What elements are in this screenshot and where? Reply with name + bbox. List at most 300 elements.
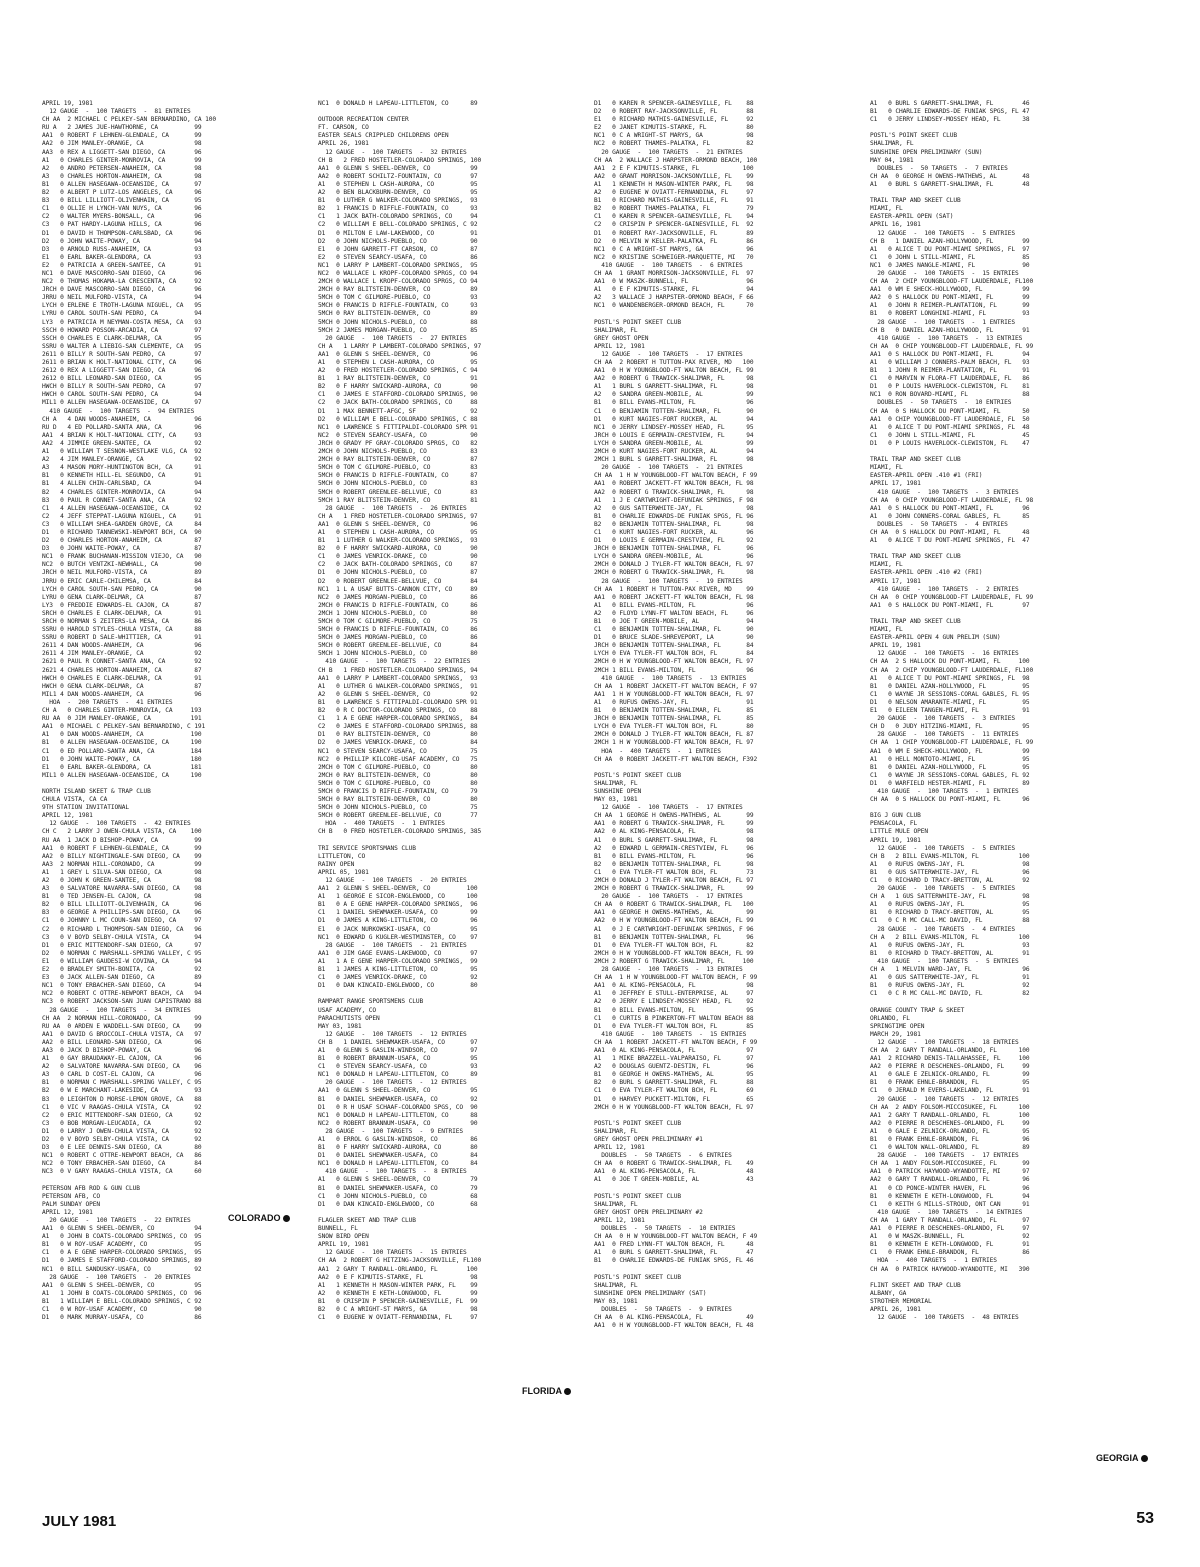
result-line: 2MCH 0 H W YOUNGBLOOD-FT WALTON BEACH, FL 97 bbox=[594, 1103, 754, 1111]
result-line: 5MCH 0 FRANCIS D RIFFLE-FOUNTAIN, CO 79 bbox=[318, 787, 478, 795]
result-line: EASTER-APRIL OPEN 4 GUN PRELIM (SUN) bbox=[870, 634, 1001, 642]
result-line: B1 0 CHARLIE EDWARDS-DE FUNIAK SPGS, FL 47 bbox=[870, 108, 1030, 116]
result-line: AA2 0 S HALLOCK DU PONT-MIAMI, FL 99 bbox=[870, 294, 1030, 302]
result-line: CH AA 1 H W YOUNGBLOOD-FT WALTON BEACH, F 99 bbox=[594, 974, 758, 982]
result-line: APRIL 19, 1981 bbox=[42, 100, 93, 107]
result-line: D2 0 ROBERT GREENLEE-BELLVUE, CO 84 bbox=[318, 577, 478, 585]
result-line: MAY 04, 1981 bbox=[870, 156, 914, 164]
result-line: D1 0 DAN KINCAID-ENGLEWOOD, CO 68 bbox=[318, 1200, 478, 1208]
result-line: ALBANY, GA bbox=[870, 1289, 907, 1297]
result-line: AA1 2 RICHARD DENIS-TALLAHASSEE, FL 100 bbox=[870, 1055, 1030, 1063]
result-line: B1 0 BENJAMIN TOTTEN-SHALIMAR, FL 85 bbox=[594, 707, 754, 715]
result-line: A1 0 STEPHEN L CASH-AURORA, CO 95 bbox=[318, 528, 478, 536]
result-line: NC3 0 ROBERT JACKSON-SAN JUAN CAPISTRANO 88 bbox=[42, 998, 202, 1006]
result-line: C1 1 DANIEL SHEWMAKER-USAFA, CO 99 bbox=[318, 909, 478, 917]
result-line: RU A 2 JAMES JUE-HAWTHORNE, CA 99 bbox=[42, 124, 202, 132]
result-line bbox=[42, 780, 307, 788]
result-line: 2MCH 0 KURT NAGIES-FORT RUCKER, AL 94 bbox=[594, 448, 754, 456]
result-line: CH AA 2 NORMAN HILL-CORONADO, CA 99 bbox=[42, 1014, 202, 1022]
result-line: CH AA 0 GEORGE H OWENS-MATHEWS, AL 48 bbox=[870, 172, 1030, 180]
result-line: C1 0 ED POLLARD-SANTA ANA, CA 184 bbox=[42, 747, 202, 755]
result-line: NC1 0 BILL SANDUSKY-USAFA, CO 92 bbox=[42, 1265, 202, 1273]
result-line bbox=[318, 990, 583, 998]
result-line: MIAMI, FL bbox=[870, 561, 903, 569]
footer-issue-date: JULY 1981 bbox=[42, 1513, 117, 1530]
result-line: 410 GAUGE - 100 TARGETS - 94 ENTRIES bbox=[42, 407, 195, 415]
result-line: CH AA 0 ROBERT JACKETT-FT WALTON BEACH, F392 bbox=[594, 755, 758, 763]
result-line: POSTL'S POINT SKEET CLUB bbox=[594, 318, 682, 326]
result-line: AA1 0 PATRICK HAYWOOD-WYANDOTTE, MI 97 bbox=[870, 1168, 1030, 1176]
result-line: CH AA 0 CHIP YOUNGBLOOD-FT LAUDERDALE, FL 99 bbox=[870, 342, 1034, 350]
result-line bbox=[318, 837, 583, 845]
result-line: A3 0 CARL D COST-EL CAJON, CA 96 bbox=[42, 1071, 202, 1079]
result-line: 5MCH 0 TOM C GILMORE-PUEBLO, CO 75 bbox=[318, 618, 478, 625]
result-line: 2MCH 0 ROBERT G TRAWICK-SHALIMAR, FL 98 bbox=[594, 569, 754, 577]
result-line: A1 0 BURL S GARRETT-SHALIMAR, FL 47 bbox=[594, 1249, 754, 1257]
result-line bbox=[594, 1266, 859, 1274]
result-line: 12 GAUGE - 100 TARGETS - 42 ENTRIES bbox=[42, 820, 191, 828]
result-line: BUNNELL, FL bbox=[318, 1225, 358, 1233]
result-line: AA1 0 GLENN S SHEEL-DENVER, CO 99 bbox=[318, 164, 478, 172]
result-line: A2 0 GUS SATTERWHITE-JAY, FL 98 bbox=[594, 504, 754, 512]
result-line: MAY 03, 1981 bbox=[594, 796, 638, 804]
result-line: D1 0 DANIEL SHEWMAKER-USAFA, CO 84 bbox=[318, 1152, 478, 1160]
result-line: 5MCH 1 RAY BLITSTEIN-DENVER, CO 81 bbox=[318, 496, 478, 504]
result-line: LY3 0 PATRICIA M NEYMAN-COSTA MESA, CA 93 bbox=[42, 318, 202, 326]
result-line: 20 GAUGE - 100 TARGETS - 5 ENTRIES bbox=[870, 885, 1016, 893]
result-line: 5MCH 0 RAY BLITSTEIN-DENVER, CO 89 bbox=[318, 310, 478, 318]
result-line: 410 GAUGE - 100 TARGETS - 14 ENTRIES bbox=[870, 1208, 1023, 1216]
result-line: C1 0 JOHNNY L MC COUN-SAN DIEGO, CA 97 bbox=[42, 917, 202, 925]
result-line: 28 GAUGE - 100 TARGETS - 26 ENTRIES bbox=[318, 504, 467, 512]
result-line: CH AA 1 H W YOUNGBLOOD-FT WALTON BEACH, F 99 bbox=[594, 472, 758, 480]
result-line: C1 0 MARVIN W FLORA-FT LAUDERDALE, FL 86 bbox=[870, 375, 1030, 383]
result-line: D1 0 JAMES A KING-LITTLETON, CO 96 bbox=[318, 917, 478, 925]
result-line: B1 4 ALLEN CHIN-CARLSBAD, CA 94 bbox=[42, 480, 202, 488]
result-line: 2MCH 0 H W YOUNGBLOOD-FT WALTON BEACH, FL 99 bbox=[594, 949, 754, 957]
result-line: 2MCH 0 DONALD J TYLER-FT WALTON BEACH, FL 97 bbox=[594, 561, 754, 569]
result-line bbox=[318, 1209, 583, 1217]
footer-page-number: 53 bbox=[1136, 1510, 1154, 1527]
results-column-1 bbox=[42, 100, 307, 1460]
result-line: CH AA 1 GARY T RANDALL-ORLANDO, FL 97 bbox=[870, 1216, 1030, 1224]
result-line bbox=[870, 545, 1160, 553]
result-line: C2 0 RICHARD L THOMPSON-SAN DIEGO, CA 96 bbox=[42, 925, 202, 933]
result-line: MIAMI, FL bbox=[870, 205, 903, 213]
result-line: LY3 0 FREDDIE EDWARDS-EL CAJON, CA 87 bbox=[42, 601, 202, 609]
result-line: 410 GAUGE - 100 TARGETS - 22 ENTRIES bbox=[318, 658, 471, 666]
result-line: C1 0 WAYNE JR SESSIONS-CORAL GABLES, FL 92 bbox=[870, 771, 1030, 779]
result-line: MIL1 0 ALLEN HASEGAWA-OCEANSIDE, CA 190 bbox=[42, 771, 202, 779]
result-line: A1 0 BURL S GARRETT-SHALIMAR, FL 48 bbox=[870, 180, 1030, 188]
result-line: NC1 0 DONALD H LAPEAU-LITTLETON, CO 88 bbox=[318, 1111, 478, 1119]
result-line: B1 0 BILL EVANS-MILTON, FL 96 bbox=[594, 399, 754, 407]
result-line: A2 0 SALVATORE NAVARRA-SAN DIEGO, CA 96 bbox=[42, 1063, 202, 1071]
result-line: D1 1 MAX BENNETT-AFGC, SF 92 bbox=[318, 407, 478, 415]
result-line: HOA - 200 TARGETS - 41 ENTRIES bbox=[42, 698, 173, 706]
result-line: A1 0 GUS SATTERWHITE-JAY, FL 91 bbox=[870, 974, 1030, 982]
result-line: HWCH 0 CAROL SOUTH-SAN PEDRO, CA 94 bbox=[42, 391, 202, 399]
result-line: 28 GAUGE - 100 TARGETS - 19 ENTRIES bbox=[594, 577, 743, 585]
result-line: APRIL 12, 1981 bbox=[594, 1144, 645, 1152]
result-line: HWCH 0 CHARLES E CLARK-DELMAR, CA 91 bbox=[42, 674, 202, 682]
result-line: B1 0 NORMAN C MARSHALL-SPRING VALLEY, C 95 bbox=[42, 1079, 202, 1087]
result-line: NC3 0 V GARY RAAGAS-CHULA VISTA, CA 60 bbox=[42, 1168, 202, 1176]
result-line: 12 GAUGE - 100 TARGETS - 48 ENTRIES bbox=[870, 1314, 1019, 1322]
result-line: AA1 0 LARRY P LAMBERT-COLORADO SPRINGS, 93 bbox=[318, 674, 478, 682]
result-line: 12 GAUGE - 100 TARGETS - 20 ENTRIES bbox=[318, 877, 467, 884]
result-line: AA1 0 ROBERT JACKETT-FT WALTON BEACH, FL 98 bbox=[594, 480, 754, 488]
result-line: B2 0 BILL LILLIOTT-OLIVENHAIN, CA 96 bbox=[42, 901, 202, 909]
result-line: NC1 0 DAVE MASCORRO-SAN DIEGO, CA 96 bbox=[42, 269, 202, 277]
result-line: B1 0 ALLEN HASEGAWA-OCEANSIDE, CA 97 bbox=[42, 180, 202, 188]
result-line: 12 GAUGE - 100 TARGETS - 16 ENTRIES bbox=[870, 650, 1019, 658]
result-line: SSCH 0 CHARLES E CLARK-DELMAR, CA 95 bbox=[42, 334, 202, 342]
result-line: D1 0 JAMES E STAFFORD-COLORADO SPRINGS, 89 bbox=[42, 1257, 202, 1265]
result-line: CH AA 2 CHIP YOUNGBLOOD-FT LAUDERDALE, FL100 bbox=[870, 278, 1034, 286]
result-line: MIL1 0 ALLEN HASEGAWA-OCEANSIDE, CA 97 bbox=[42, 399, 202, 407]
result-line: D2 0 MELVIN W KELLER-PALATKA, FL 86 bbox=[594, 237, 754, 245]
result-line: AA1 0 GLENN S SHEEL-DENVER, CO 96 bbox=[318, 520, 478, 528]
result-line: CHULA VISTA, CA CA bbox=[42, 796, 108, 804]
result-line: B1 0 DANIEL AZAN-HOLLYWOOD, FL 95 bbox=[870, 682, 1030, 690]
result-line: AA1 0 CHIP YOUNGBLOOD-FT LAUDERDALE, FL 50 bbox=[870, 415, 1030, 423]
result-line: E3 0 JACK ALLEN-SAN DIEGO, CA 89 bbox=[42, 974, 202, 982]
result-line: C1 0 BENJAMIN TOTTEN-SHALIMAR, FL 90 bbox=[594, 407, 754, 415]
result-line: 2621 4 CHARLES HORTON-ANAHEIM, CA 87 bbox=[42, 666, 202, 674]
result-line: 410 GAUGE - 100 TARGETS - 2 ENTRIES bbox=[870, 585, 1019, 593]
result-line: A1 1 MIKE BRAZZELL-VALPARAISO, FL 97 bbox=[594, 1055, 754, 1063]
state-bullet-icon bbox=[564, 1388, 571, 1395]
result-line: AA1 0 WM E SHECK-HOLLYWOOD, FL 99 bbox=[870, 286, 1030, 294]
result-line: B2 0 ALBERT P LUTZ-LOS ANGELES, CA 96 bbox=[42, 189, 202, 197]
result-line: AA1 0 WM E SHECK-HOLLYWOOD, FL 99 bbox=[870, 747, 1030, 755]
result-line: A1 0 STEPHEN L CASH-AURORA, CO 95 bbox=[318, 180, 478, 188]
result-line: AA1 0 GLENN S SHEEL-DENVER, CO 94 bbox=[42, 1225, 202, 1233]
result-line: SHALIMAR, FL bbox=[870, 140, 914, 148]
result-line: C1 0 C R MC CALL-MC DAVID, FL 88 bbox=[870, 917, 1030, 925]
result-line: AA1 4 BRIAN K HOLT-NATIONAL CITY, CA 93 bbox=[42, 431, 202, 439]
result-line: A2 0 BEN BLACKBURN-DENVER, CO 95 bbox=[318, 189, 478, 197]
result-line: AA1 0 GEORGE H OWENS-MATHEWS, AL 99 bbox=[594, 909, 754, 917]
result-line: POSTL'S POINT SKEET CLUB bbox=[594, 1119, 682, 1127]
result-line: D2 0 CHARLES HORTON-ANAHEIM, CA 87 bbox=[42, 537, 202, 545]
result-line: 5MCH 0 JOHN NICHOLS-PUEBLO, CO 88 bbox=[318, 318, 478, 326]
result-line: D2 0 JOHN NICHOLS-PUEBLO, CO 90 bbox=[318, 237, 478, 245]
result-line: A1 0 JOHN CONNERS-CORAL GABLES, FL 85 bbox=[870, 512, 1030, 520]
result-line: CH A 1 GUS SATTERWHITE-JAY, FL 98 bbox=[870, 893, 1030, 901]
result-line: NC2 0 THOMAS HOKAMA-LA CRESCENTA, CA 92 bbox=[42, 278, 202, 286]
result-line: AA1 0 ROBERT G TRAWICK-SHALIMAR, FL 99 bbox=[594, 820, 754, 828]
result-line: B1 1 JAMES A KING-LITTLETON, CO 95 bbox=[318, 966, 478, 974]
result-line: D1 0 HARVEY PUCKETT-MILTON, FL 65 bbox=[594, 1095, 754, 1103]
result-line: AA1 0 AL KING-PENSACOLA, FL 98 bbox=[594, 982, 754, 990]
result-line: DOUBLES - 50 TARGETS - 10 ENTRIES bbox=[870, 399, 1012, 407]
result-line: APRIL 12, 1981 bbox=[594, 1216, 645, 1224]
result-line: CH A 1 LARRY P LAMBERT-COLORADO SPRINGS, 97 bbox=[318, 342, 482, 350]
result-line bbox=[594, 310, 859, 318]
result-line: A1 0 LUTHER G WALKER-COLORADO SPRINGS, 91 bbox=[318, 682, 478, 690]
result-line: CH AA 1 ROBERT JACKETT-FT WALTON BEACH, F 99 bbox=[594, 1038, 758, 1046]
result-line: JRCH 0 BENJAMIN TOTTEN-SHALIMAR, FL 84 bbox=[594, 642, 754, 650]
result-line: C1 0 KEITH G MILLS-STROUD, ONT CAN 91 bbox=[870, 1200, 1030, 1208]
result-line: C2 4 JEFF STEPPAT-LAGUNA NIGUEL, CA 91 bbox=[42, 512, 202, 520]
result-line: B1 0 BENJAMIN TOTTEN-SHALIMAR, FL 96 bbox=[594, 933, 754, 941]
result-line: 2611 0 BRIAN K HOLT-NATIONAL CITY, CA 96 bbox=[42, 359, 202, 366]
result-line: B1 0 RICHARD D TRACY-BRETTON, AL 91 bbox=[870, 949, 1030, 957]
result-line: EASTER-APRIL OPEN (SAT) bbox=[870, 213, 954, 221]
result-line: CH D 0 JUDY HITZING-MIAMI, FL 95 bbox=[870, 723, 1030, 731]
result-line: D1 0 JOHN NICHOLS-PUEBLO, CO 87 bbox=[318, 569, 478, 577]
result-line: B1 0 GUS SATTERWHITE-JAY, FL 96 bbox=[870, 868, 1030, 876]
result-line: A1 0 GAY BRAUDAWAY-EL CAJON, CA 96 bbox=[42, 1055, 202, 1063]
result-line: MIAMI, FL bbox=[870, 626, 903, 634]
result-line: 20 GAUGE - 100 TARGETS - 12 ENTRIES bbox=[870, 1095, 1019, 1103]
result-line: CH B 1 DANIEL AZAN-HOLLYWOOD, FL 99 bbox=[870, 237, 1030, 245]
result-line: C3 0 BOB MORGAN-LEUCADIA, CA 92 bbox=[42, 1119, 202, 1127]
result-line: 12 GAUGE - 100 TARGETS - 5 ENTRIES bbox=[870, 844, 1016, 852]
result-line: A2 4 JIM MANLEY-ORANGE, CA 92 bbox=[42, 456, 202, 464]
result-line: CH AA 0 ROBERT G TRAWICK-SHALIMAR, FL 49 bbox=[594, 1160, 754, 1168]
result-line: D1 0 KAREN R SPENCER-GAINESVILLE, FL 88 bbox=[594, 100, 754, 107]
state-bullet-icon bbox=[1141, 1455, 1148, 1462]
result-line: LYRU 0 GENA CLARK-DELMAR, CA 87 bbox=[42, 593, 202, 601]
result-line: C1 0 W ROY-USAF ACADEMY, CO 90 bbox=[42, 1305, 202, 1313]
result-line: 5MCH 0 JOHN NICHOLS-PUEBLO, CO 75 bbox=[318, 804, 478, 812]
result-line: 2612 0 REX A LIGGETT-SAN DIEGO, CA 96 bbox=[42, 367, 202, 375]
result-line: NC1 0 LAWRENCE S FITTIPALDI-COLORADO SPR 91 bbox=[318, 423, 478, 431]
result-line: B2 0 BENJAMIN TOTTEN-SHALIMAR, FL 98 bbox=[594, 520, 754, 528]
result-line: SUNSHINE OPEN PRELIMINARY (SAT) bbox=[594, 1289, 707, 1297]
result-line: SSRU 0 WALTER A LIEBIG-SAN CLEMENTE, CA 95 bbox=[42, 342, 202, 350]
result-line: C1 0 A E GENE HARPER-COLORADO SPRINGS, 95 bbox=[42, 1249, 202, 1257]
result-line: AA1 0 H W YOUNGBLOOD-FT WALTON BEACH, FL 48 bbox=[594, 1322, 754, 1330]
result-line: LYCH 0 CAROL SOUTH-SAN PEDRO, CA 90 bbox=[42, 585, 202, 593]
result-line: D3 0 E LEE DENNIS-SAN DIEGO, CA 80 bbox=[42, 1144, 202, 1152]
result-line: C1 0 EVA TYLER-FT WALTON BCH, FL 73 bbox=[594, 868, 754, 876]
state-label-georgia: GEORGIA bbox=[1096, 1453, 1148, 1463]
result-line: FT. CARSON, CO bbox=[318, 124, 369, 132]
result-line: E1 0 WILLIAM GAUDESI-W COVINA, CA 94 bbox=[42, 957, 202, 965]
result-line: A1 0 ALICE T DU PONT-MIAMI SPRINGS, FL 48 bbox=[870, 423, 1030, 431]
result-line: RAMPART RANGE SPORTSMENS CLUB bbox=[318, 998, 424, 1006]
result-line: C2 0 CRISPIN P SPENCER-GAINESVILLE, FL 92 bbox=[594, 221, 754, 229]
result-line: RU AA 0 ARDEN E WADDELL-SAN DIEGO, CA 99 bbox=[42, 1022, 202, 1030]
result-line: POSTL'S POINT SKEET CLUB bbox=[870, 132, 958, 140]
result-line: JRCH 0 BENJAMIN TOTTEN-SHALIMAR, FL 85 bbox=[594, 715, 754, 723]
result-line: 5MCH 0 JOHN NICHOLS-PUEBLO, CO 83 bbox=[318, 480, 478, 488]
result-line bbox=[870, 1274, 1160, 1282]
result-line: AA1 0 AL KING-PENSACOLA, FL 97 bbox=[594, 1046, 754, 1054]
result-line: LYCH 0 SANDRA GREEN-MOBILE, AL 96 bbox=[594, 553, 754, 561]
result-line: PENSACOLA, FL bbox=[870, 820, 918, 828]
result-line: SHALIMAR, FL bbox=[594, 326, 638, 334]
result-line: C3 0 PAT HARDY-LAGUNA HILLS, CA 96 bbox=[42, 221, 202, 229]
result-line: A2 0 SANDRA GREEN-MOBILE, AL 99 bbox=[594, 391, 754, 399]
result-line bbox=[594, 764, 859, 772]
result-line: DOUBLES - 50 TARGETS - 9 ENTRIES bbox=[594, 1305, 732, 1313]
result-line: C2 0 WALTER MYERS-BONSALL, CA 96 bbox=[42, 213, 202, 221]
result-line: AA1 0 H W YOUNGBLOOD-FT WALTON BEACH, FL 99 bbox=[594, 367, 754, 375]
result-line: B1 0 KENNETH HILL-EL SEGUNDO, CA 91 bbox=[42, 472, 202, 480]
result-line: TRAIL TRAP AND SKEET CLUB bbox=[870, 456, 961, 464]
result-line: CH AA 2 WALLACE J HARPSTER-ORMOND BEACH, 100 bbox=[594, 156, 758, 164]
result-line: AA2 0 BILL LEONARD-SAN DIEGO, CA 96 bbox=[42, 1038, 202, 1046]
result-line: A1 0 GLENN S SHEEL-DENVER, CO 79 bbox=[318, 1176, 478, 1184]
result-line: A1 0 ERROL G GASLIN-WINDSOR, CO 86 bbox=[318, 1136, 478, 1143]
result-line: 2MCH 1 BURL S GARRETT-SHALIMAR, FL 98 bbox=[594, 456, 754, 464]
result-line: C2 0 WILLIAM E BELL-COLORADO SPRINGS, C 92 bbox=[318, 221, 478, 229]
result-line: 5MCH 0 FRANCIS D RIFFLE-FOUNTAIN, CO 93 bbox=[318, 302, 478, 310]
result-line: 5MCH 0 ROBERT GREENLEE-BELLVUE, CO 77 bbox=[318, 812, 478, 820]
result-line: AA1 0 ROBERT F LEHNEN-GLENDALE, CA 99 bbox=[42, 132, 202, 140]
result-line: 2MCH 0 RAY BLITSTEIN-DENVER, CO 80 bbox=[318, 771, 478, 779]
result-line: D2 0 ROBERT RAY-JACKSONVILLE, FL 88 bbox=[594, 108, 754, 116]
result-line bbox=[594, 1185, 859, 1193]
result-line: HOA - 400 TARGETS - 1 ENTRIES bbox=[594, 747, 721, 755]
result-line: AA2 0 AL KING-PENSACOLA, FL 98 bbox=[594, 828, 754, 836]
result-line: B3 0 GEORGE A PHILLIPS-SAN DIEGO, CA 96 bbox=[42, 909, 202, 917]
result-line: C1 0 VIC V RAAGAS-CHULA VISTA, CA 92 bbox=[42, 1103, 202, 1111]
result-line: RU AA 0 JIM MANLEY-ORANGE, CA 191 bbox=[42, 715, 202, 723]
result-line: CH AA 1 GEORGE H OWENS-MATHEWS, AL 99 bbox=[594, 812, 754, 820]
result-line: A2 0 ANDRO PETERSEN-ANAHEIM, CA 98 bbox=[42, 164, 202, 172]
result-line: A2 0 FRED HOSTETLER-COLORADO SPRINGS, C 94 bbox=[318, 367, 478, 375]
result-line: LYCH 0 EVA TYLER-FT WALTON BCH, FL 80 bbox=[594, 723, 754, 731]
result-line: A2 0 GLENN S SHEEL-DENVER, CO 92 bbox=[318, 690, 478, 698]
result-line: POSTL'S POINT SKEET CLUB bbox=[594, 1273, 682, 1281]
result-line: 5MCH 0 TOM C GILMORE-PUEBLO, CO 83 bbox=[318, 464, 478, 472]
result-line: A2 0 JERRY E LINDSEY-MOSSEY HEAD, FL 92 bbox=[594, 998, 754, 1006]
result-line: A1 0 GALE E ZELNICK-ORLANDO, FL 95 bbox=[870, 1127, 1030, 1135]
result-line: B1 0 DANIEL AZAN-HOLLYWOOD, FL 95 bbox=[870, 763, 1030, 771]
result-line: JRCH 0 LOUIS E GERMAIN-CRESTVIEW, FL 94 bbox=[594, 431, 754, 439]
result-line: A1 0 W MASZK-BUNNELL, FL 92 bbox=[870, 1233, 1030, 1241]
result-line: AA1 2 GLENN S SHEEL-DENVER, CO 100 bbox=[318, 885, 478, 893]
result-line: B1 0 BILL EVANS-MILTON, FL 96 bbox=[594, 852, 754, 860]
results-column-3 bbox=[594, 100, 859, 1460]
result-line: E2 0 BRADLEY SMITH-BONITA, CA 92 bbox=[42, 966, 202, 974]
result-line: A1 0 WILLIAM T SESNON-WESTLAKE VLG, CA 92 bbox=[42, 448, 202, 456]
result-line: B1 0 FRANK EHNLE-BRANDON, FL 96 bbox=[870, 1136, 1030, 1143]
result-line: USAF ACADEMY, CO bbox=[318, 1006, 377, 1014]
result-line: AA1 0 ROBERT F LEHNEN-GLENDALE, CA 99 bbox=[42, 844, 202, 852]
result-line: B1 1 RAY BLITSTEIN-DENVER, CO 91 bbox=[318, 375, 478, 383]
result-line: D2 0 JAMES VENRICK-DRAKE, CO 84 bbox=[318, 739, 478, 747]
result-line: CH B 2 FRED HOSTETLER-COLORADO SPRINGS, 100 bbox=[318, 156, 482, 164]
result-line: D1 0 RICHARD TANNEWSKI-NEWPORT BCH, CA 90 bbox=[42, 528, 202, 536]
result-line: LITTLETON, CO bbox=[318, 852, 366, 860]
result-line: B1 1 JOHN R REIMER-PLANTATION, FL 91 bbox=[870, 367, 1030, 375]
result-line: B1 1 WILLIAM E BELL-COLORADO SPRINGS, C 92 bbox=[42, 1297, 202, 1305]
result-line: ORLANDO, FL bbox=[870, 1014, 910, 1022]
result-line: A1 0 BURL S GARRETT-SHALIMAR, FL 98 bbox=[594, 836, 754, 844]
result-line: APRIL 12, 1981 bbox=[42, 1208, 93, 1216]
result-line: CH AA 0 S HALLOCK DU PONT-MIAMI, FL 50 bbox=[870, 407, 1030, 415]
result-line: NC2 0 ROBERT THAMES-PALATKA, FL 82 bbox=[594, 140, 754, 148]
result-line: A1 0 JOE T GREEN-MOBILE, AL 43 bbox=[594, 1176, 754, 1184]
result-line: 9TH STATION INVITATIONAL bbox=[42, 804, 130, 812]
result-line: A1 0 JOHN B COATS-COLORADO SPRINGS, CO 95 bbox=[42, 1233, 202, 1241]
result-line: NC1 0 DONALD H LAPEAU-LITTLETON, CO 84 bbox=[318, 1160, 478, 1168]
result-line: C3 0 WILLIAM SHEA-GARDEN GROVE, CA 84 bbox=[42, 520, 202, 528]
result-line: OUTDOOR RECREATION CENTER bbox=[318, 116, 409, 124]
result-line: B1 0 A E GENE HARPER-COLORADO SPRINGS, 96 bbox=[318, 901, 478, 909]
result-line: E1 0 RICHARD MATHIS-GAINESVILLE, FL 92 bbox=[594, 116, 754, 124]
result-line: B1 0 FRANK EHNLE-BRANDON, FL 95 bbox=[870, 1079, 1030, 1087]
result-line: D1 0 MARK MURRAY-USAFA, CO 86 bbox=[42, 1314, 202, 1322]
result-line: 2MCH 0 RAY BLITSTEIN-DENVER, CO 89 bbox=[318, 286, 478, 294]
result-line: 12 GAUGE - 100 TARGETS - 15 ENTRIES bbox=[318, 1249, 467, 1257]
result-line: EASTER-APRIL OPEN .410 #2 (FRI) bbox=[870, 569, 983, 577]
result-line: CH A 1 FRED HOSTETLER-COLORADO SPRINGS, 97 bbox=[318, 512, 478, 520]
result-line: 410 GAUGE - 100 TARGETS - 13 ENTRIES bbox=[594, 674, 747, 682]
result-line: GREY GHOST OPEN bbox=[594, 334, 649, 342]
result-line: EASTER SEALS CRIPPLED CHILDRENS OPEN bbox=[318, 132, 449, 140]
result-line: CH A 0 CHARLES GINTER-MONROVIA, CA 193 bbox=[42, 707, 202, 715]
result-line: AA1 0 ROBERT JACKETT-FT WALTON BEACH, FL 98 bbox=[594, 593, 754, 601]
result-line: NC1 0 EDWARD G KUGLER-WESTMINSTER, CO 97 bbox=[318, 933, 478, 941]
result-line: NC1 0 DONALD H LAPEAU-LITTLETON, CO 89 bbox=[318, 1071, 478, 1079]
result-line: C1 0 KURT NAGIES-FORT RUCKER, AL 96 bbox=[594, 528, 754, 536]
result-line: APRIL 17, 1981 bbox=[870, 577, 921, 585]
result-line: TRAIL TRAP AND SKEET CLUB bbox=[870, 197, 961, 205]
result-line: D1 0 BRUCE SLADE-SHREVEPORT, LA 90 bbox=[594, 634, 754, 642]
result-line: LYCH 0 SANDRA GREEN-MOBILE, AL 99 bbox=[594, 439, 754, 447]
result-line: PETERSON AFB ROD & GUN CLUB bbox=[42, 1184, 140, 1192]
result-line: D1 0 WARFIELD HESTER-MIAMI, FL 89 bbox=[870, 779, 1030, 787]
result-line: AA2 0 ROBERT G TRAWICK-SHALIMAR, FL 98 bbox=[594, 488, 754, 496]
result-line: RU D 4 ED POLLARD-SANTA ANA, CA 96 bbox=[42, 423, 202, 431]
result-line: 2611 4 DAN WOODS-ANAHEIM, CA 96 bbox=[42, 642, 202, 650]
result-line: B1 0 KENNETH E KETH-LONGWOOD, FL 91 bbox=[870, 1241, 1030, 1249]
result-line: HWCH 0 GENA CLARK-DELMAR, CA 87 bbox=[42, 682, 202, 690]
result-line: C1 0 JAMES E STAFFORD-COLORADO SPRINGS, 90 bbox=[318, 391, 478, 399]
result-line: FLAGLER SKEET AND TRAP CLUB bbox=[318, 1216, 416, 1224]
result-line: GREY GHOST OPEN PRELIMINARY #1 bbox=[594, 1136, 703, 1143]
result-line: 410 GAUGE - 100 TARGETS - 5 ENTRIES bbox=[870, 957, 1019, 965]
result-line: B1 0 LAWRENCE S FITTIPALDI-COLORADO SPR 91 bbox=[318, 698, 478, 706]
result-line: B1 0 DANIEL SHEWMAKER-USAFA, CO 92 bbox=[318, 1095, 478, 1103]
result-line: CH AA 2 MICHAEL C PELKEY-SAN BERNARDINO, CA 100 bbox=[42, 116, 217, 124]
result-line: NC1 0 WANDENBERGER-ORMOND BEACH, FL 70 bbox=[594, 302, 754, 310]
result-line: C1 0 JAMES VENRICK-DRAKE, CO 90 bbox=[318, 553, 478, 561]
result-line: CH AA 0 ROBERT G TRAWICK-SHALIMAR, FL 100 bbox=[594, 901, 754, 909]
result-line: SHALIMAR, FL bbox=[594, 1281, 638, 1289]
result-line: LYRU 0 CAROL SOUTH-SAN PEDRO, CA 94 bbox=[42, 310, 202, 318]
result-line: AA1 0 GLENN S SHEEL-DENVER, CO 95 bbox=[42, 1281, 202, 1289]
result-line: JRRU 0 NEIL MULFORD-VISTA, CA 94 bbox=[42, 294, 202, 302]
result-line: DOUBLES - 50 TARGETS - 6 ENTRIES bbox=[594, 1152, 732, 1160]
result-line: A1 0 STEPHEN L CASH-AURORA, CO 95 bbox=[318, 359, 478, 366]
result-line: B1 0 TED JENSEN-EL CAJON, CA 98 bbox=[42, 893, 202, 901]
result-line: CH AA 0 PATRICK HAYWOOD-WYANDOTTE, MI 390 bbox=[870, 1265, 1030, 1273]
result-line: SSCH 0 HOWARD POSSON-ARCADIA, CA 97 bbox=[42, 326, 202, 334]
result-line bbox=[594, 1112, 859, 1120]
result-line: A1 0 JOHN R REIMER-PLANTATION, FL 99 bbox=[870, 302, 1030, 310]
result-line: APRIL 19, 1981 bbox=[870, 836, 921, 844]
result-line: E2 0 PATRICIA A GREEN-SANTEE, CA 91 bbox=[42, 261, 202, 269]
result-line: CH AA 0 AL KING-PENSACOLA, FL 49 bbox=[594, 1314, 754, 1322]
result-line: A1 1 KENNETH H MASON-WINTER PARK, FL 99 bbox=[318, 1281, 478, 1289]
result-line: TRAIL TRAP AND SKEET CLUB bbox=[870, 618, 961, 625]
result-line: APRIL 26, 1981 bbox=[318, 140, 369, 148]
result-line: CH AA 1 ROBERT H TUTTON-PAX RIVER, MD 99 bbox=[594, 585, 754, 593]
result-line: B1 0 CHARLIE EDWARDS-DE FUNIAK SPGS, FL 96 bbox=[594, 512, 754, 520]
result-line: JRCH 0 GRADY PF GRAY-COLORADO SPRGS, CO 82 bbox=[318, 439, 478, 447]
result-line: C2 0 JACK BATH-COLORADO SPRINGS, CO 88 bbox=[318, 399, 478, 407]
result-line: D3 0 ARNOLD RUSS-ANAHEIM, CA 93 bbox=[42, 245, 202, 253]
